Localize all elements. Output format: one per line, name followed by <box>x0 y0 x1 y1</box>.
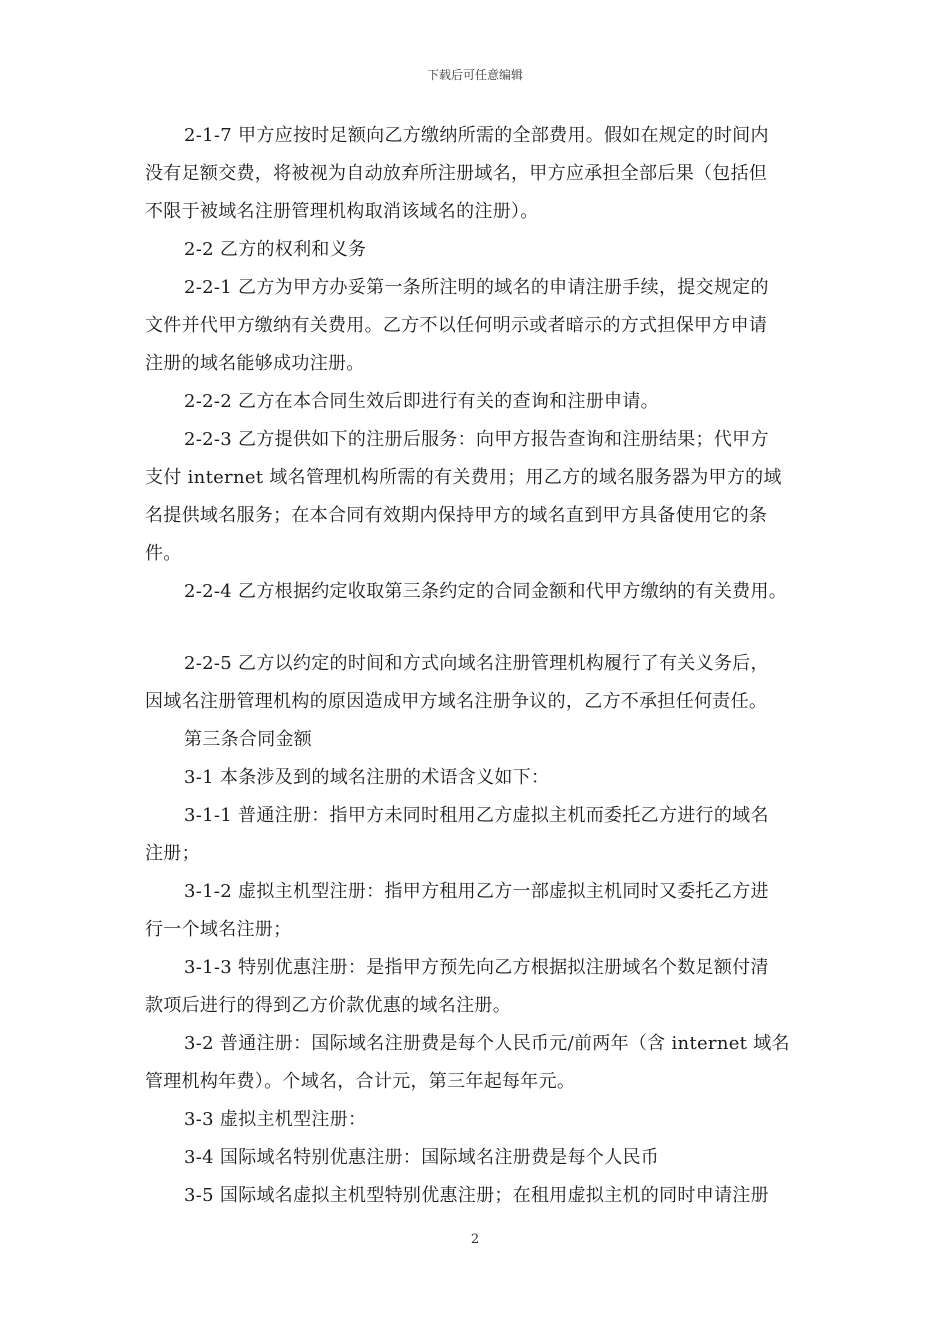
paragraph-line: 3-5 国际域名虚拟主机型特别优惠注册；在租用虚拟主机的同时申请注册 <box>184 1185 769 1206</box>
paragraph-line: 文件并代甲方缴纳有关费用。乙方不以任何明示或者暗示的方式担保甲方申请 <box>145 315 768 336</box>
paragraph-line: 没有足额交费，将被视为自动放弃所注册域名，甲方应承担全部后果（包括但 <box>145 163 768 184</box>
paragraph-line: 注册； <box>145 843 200 864</box>
paragraph-line: 注册的域名能够成功注册。 <box>145 353 365 374</box>
paragraph-line: 2-2-5 乙方以约定的时间和方式向域名注册管理机构履行了有关义务后， <box>184 653 769 674</box>
paragraph-line: 3-1-1 普通注册：指甲方未同时租用乙方虚拟主机而委托乙方进行的域名 <box>184 805 769 826</box>
paragraph-line: 因域名注册管理机构的原因造成甲方域名注册争议的，乙方不承担任何责任。 <box>145 691 768 712</box>
page-number: 2 <box>470 1232 480 1247</box>
paragraph-line: 2-2-4 乙方根据约定收取第三条约定的合同金额和代甲方缴纳的有关费用。 <box>184 581 788 602</box>
paragraph-line: 2-1-7 甲方应按时足额向乙方缴纳所需的全部费用。假如在规定的时间内 <box>184 125 769 146</box>
paragraph-line: 名提供域名服务；在本合同有效期内保持甲方的域名直到甲方具备使用它的条 <box>145 505 768 526</box>
section-heading: 第三条合同金额 <box>184 729 313 750</box>
paragraph-line: 2-2 乙方的权利和义务 <box>184 239 367 260</box>
paragraph-line: 不限于被域名注册管理机构取消该域名的注册）。 <box>145 201 539 222</box>
paragraph-line: 2-2-1 乙方为甲方办妥第一条所注明的域名的申请注册手续，提交规定的 <box>184 277 769 298</box>
paragraph-line: 2-2-2 乙方在本合同生效后即进行有关的查询和注册申请。 <box>184 391 659 412</box>
paragraph-line: 管理机构年费）。个域名，合计元，第三年起每年元。 <box>145 1071 576 1092</box>
paragraph-line: 3-2 普通注册：国际域名注册费是每个人民币元/前两年（含 internet 域名 <box>184 1033 790 1054</box>
paragraph-line: 3-1-2 虚拟主机型注册：指甲方租用乙方一部虚拟主机同时又委托乙方进 <box>184 881 769 902</box>
paragraph-line: 3-4 国际域名特别优惠注册：国际域名注册费是每个人民币 <box>184 1147 660 1168</box>
paragraph-line: 2-2-3 乙方提供如下的注册后服务：向甲方报告查询和注册结果；代甲方 <box>184 429 769 450</box>
paragraph-line: 3-1 本条涉及到的域名注册的术语含义如下： <box>184 767 550 788</box>
paragraph-line: 件。 <box>145 543 182 564</box>
paragraph-line: 支付 internet 域名管理机构所需的有关费用；用乙方的域名服务器为甲方的域 <box>145 467 782 488</box>
paragraph-line: 3-1-3 特别优惠注册：是指甲方预先向乙方根据拟注册域名个数足额付清 <box>184 957 769 978</box>
paragraph-line: 款项后进行的得到乙方价款优惠的域名注册。 <box>145 995 511 1016</box>
paragraph-line: 3-3 虚拟主机型注册： <box>184 1109 367 1130</box>
paragraph-line: 行一个域名注册； <box>145 919 292 940</box>
page-header: 下载后可任意编辑 <box>426 68 523 82</box>
